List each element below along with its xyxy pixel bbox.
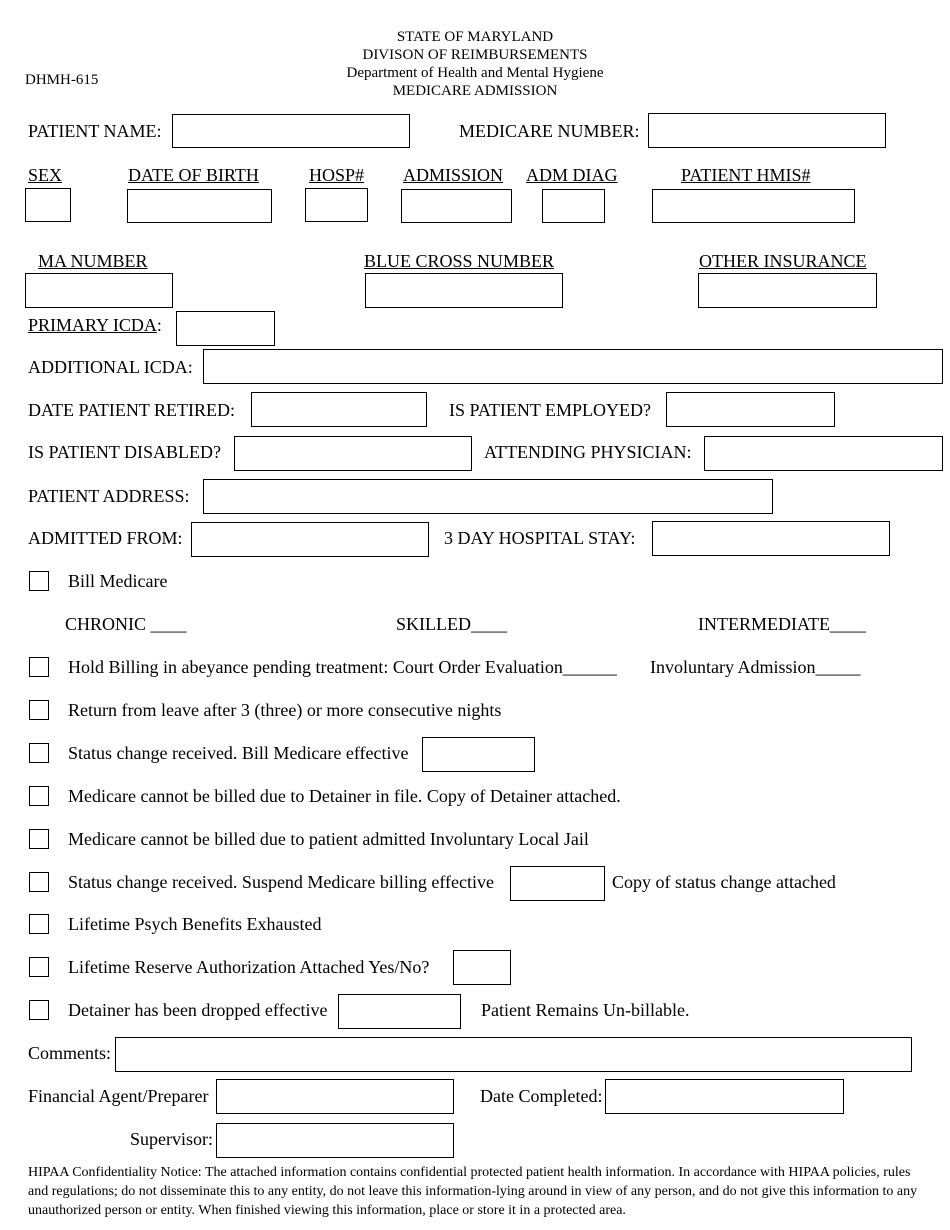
local-jail-checkbox[interactable] [29, 829, 49, 849]
detainer-dropped-checkbox[interactable] [29, 1000, 49, 1020]
return-leave-label: Return from leave after 3 (three) or more consecutive nights [68, 700, 502, 720]
disabled-label: IS PATIENT DISABLED? [28, 442, 222, 462]
employed-label: IS PATIENT EMPLOYED? [449, 400, 652, 420]
comments-label: Comments: [28, 1043, 112, 1063]
patient-name-field[interactable] [172, 114, 410, 148]
comments-field[interactable] [115, 1037, 912, 1072]
psych-exhausted-label: Lifetime Psych Benefits Exhausted [68, 914, 322, 934]
hospital-stay-label: 3 DAY HOSPITAL STAY: [444, 528, 636, 548]
admission-label: ADMISSION [403, 165, 504, 185]
supervisor-label: Supervisor: [130, 1129, 213, 1149]
hosp-field[interactable] [305, 188, 368, 222]
suspend-billing-checkbox[interactable] [29, 872, 49, 892]
disabled-field[interactable] [234, 436, 472, 471]
physician-label: ATTENDING PHYSICIAN: [484, 442, 692, 462]
local-jail-label: Medicare cannot be billed due to patient admitted Involuntary Local Jail [68, 829, 589, 849]
adm-diag-label: ADM DIAG [526, 165, 618, 185]
supervisor-field[interactable] [216, 1123, 454, 1158]
additional-icda-label: ADDITIONAL ICDA: [28, 357, 193, 377]
reserve-authorization-checkbox[interactable] [29, 957, 49, 977]
adm-diag-field[interactable] [542, 189, 605, 223]
suspend-effective-date-field[interactable] [510, 866, 605, 901]
ma-number-label: MA NUMBER [38, 251, 148, 271]
primary-icda-label [28, 315, 162, 335]
remains-unbillable-label: Patient Remains Un-billable. [481, 1000, 690, 1020]
address-label: PATIENT ADDRESS: [28, 486, 190, 506]
primary-icda-colon: : [156, 315, 162, 335]
other-insurance-label: OTHER INSURANCE [699, 251, 867, 271]
header-state: STATE OF MARYLAND [396, 29, 554, 45]
psych-exhausted-checkbox[interactable] [29, 914, 49, 934]
header-division: DIVISON OF REIMBURSEMENTS [362, 47, 588, 63]
patient-hmis-field[interactable] [652, 189, 855, 223]
bill-medicare-checkbox[interactable] [29, 571, 49, 591]
hosp-label: HOSP# [309, 165, 365, 185]
patient-hmis-label: PATIENT HMIS# [681, 165, 811, 185]
date-retired-label: DATE PATIENT RETIRED: [28, 400, 235, 420]
status-change-bill-label: Status change received. Bill Medicare effective [68, 743, 409, 763]
other-insurance-field[interactable] [698, 273, 877, 308]
status-change-bill-checkbox[interactable] [29, 743, 49, 763]
reserve-yes-no-field[interactable] [453, 950, 511, 985]
hold-billing-checkbox[interactable] [29, 657, 49, 677]
address-field[interactable] [203, 479, 773, 514]
bill-medicare-label: Bill Medicare [68, 571, 168, 591]
copy-status-label: Copy of status change attached [612, 872, 836, 892]
medicare-number-field[interactable] [648, 113, 886, 148]
blue-cross-field[interactable] [365, 273, 563, 308]
detainer-dropped-label: Detainer has been dropped effective [68, 1000, 328, 1020]
form-title: MEDICARE ADMISSION [392, 83, 558, 99]
blue-cross-label: BLUE CROSS NUMBER [364, 251, 555, 271]
header-department: Department of Health and Mental Hygiene [346, 65, 604, 81]
hospital-stay-field[interactable] [652, 521, 890, 556]
ma-number-field[interactable] [25, 273, 173, 308]
primary-icda-text: PRIMARY ICDA [28, 315, 157, 335]
admitted-from-field[interactable] [191, 522, 429, 557]
hipaa-notice: HIPAA Confidentiality Notice: The attached information contains confidential protected patient health information. In accordance with HIPAA policies, rules and regulations; do not disseminate this to any entity, do not leave this information-lying around in view of any person, and do not give this information to any unauthorized person or entity. When finished viewing this information, place or store it in a protected area. [28, 1165, 918, 1218]
detainer-file-label: Medicare cannot be billed due to Detainer in file. Copy of Detainer attached. [68, 786, 621, 806]
date-of-birth-label: DATE OF BIRTH [128, 165, 259, 185]
form-id: DHMH-615 [25, 72, 99, 88]
admission-field[interactable] [401, 189, 512, 223]
chronic-option: CHRONIC ____ [65, 614, 187, 634]
skilled-option: SKILLED____ [396, 614, 507, 634]
primary-icda-field[interactable] [176, 311, 275, 346]
physician-field[interactable] [704, 436, 943, 471]
sex-field[interactable] [25, 188, 71, 222]
patient-name-label: PATIENT NAME: [28, 121, 162, 141]
date-of-birth-field[interactable] [127, 189, 272, 223]
detainer-dropped-date-field[interactable] [338, 994, 461, 1029]
medicare-number-label: MEDICARE NUMBER: [459, 121, 640, 141]
hold-billing-label: Hold Billing in abeyance pending treatment: Court Order Evaluation______ [68, 657, 617, 677]
additional-icda-field[interactable] [203, 349, 943, 384]
reserve-authorization-label: Lifetime Reserve Authorization Attached Yes/No? [68, 957, 430, 977]
suspend-billing-label: Status change received. Suspend Medicare billing effective [68, 872, 495, 892]
employed-field[interactable] [666, 392, 835, 427]
date-completed-field[interactable] [605, 1079, 844, 1114]
intermediate-option: INTERMEDIATE____ [698, 614, 866, 634]
date-retired-field[interactable] [251, 392, 427, 427]
financial-agent-field[interactable] [216, 1079, 454, 1114]
involuntary-admission-label: Involuntary Admission_____ [650, 657, 861, 677]
admitted-from-label: ADMITTED FROM: [28, 528, 183, 548]
detainer-file-checkbox[interactable] [29, 786, 49, 806]
financial-agent-label: Financial Agent/Preparer [28, 1086, 209, 1106]
return-leave-checkbox[interactable] [29, 700, 49, 720]
bill-effective-date-field[interactable] [422, 737, 535, 772]
date-completed-label: Date Completed: [480, 1086, 603, 1106]
sex-label: SEX [28, 165, 63, 185]
